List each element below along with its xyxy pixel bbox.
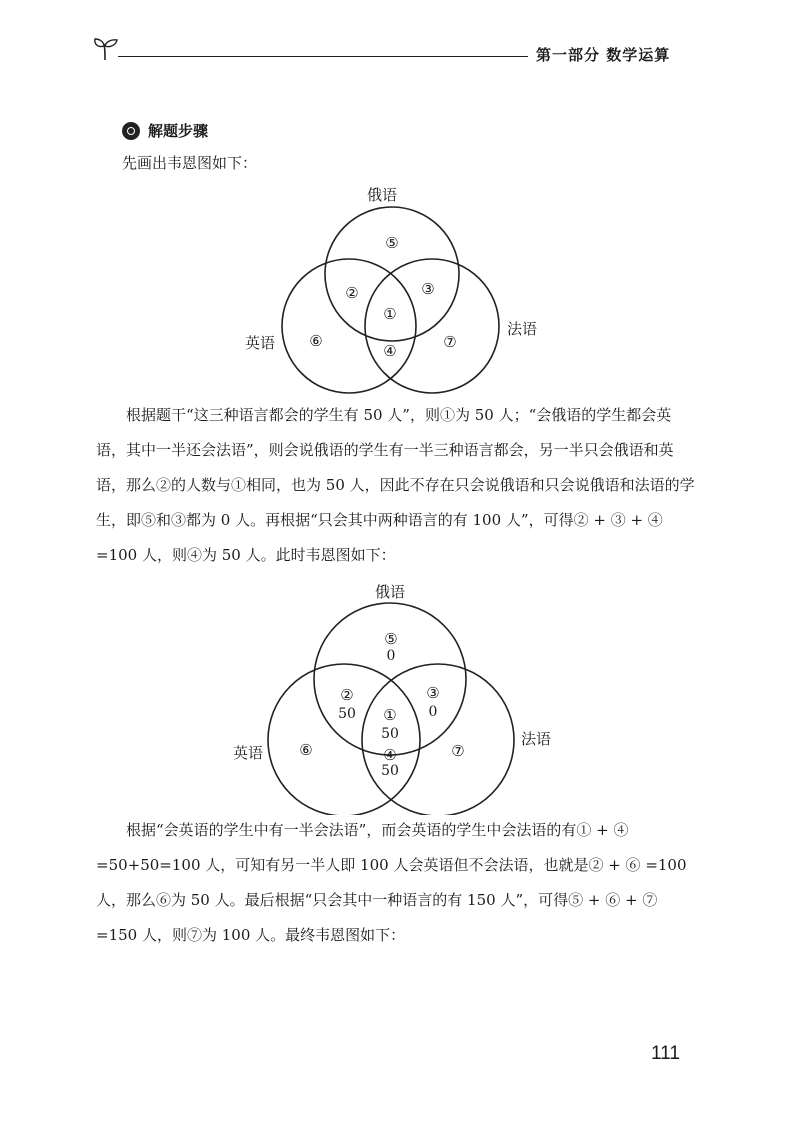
region-3: ③ bbox=[421, 280, 435, 298]
region-4-value: 50 bbox=[381, 763, 399, 779]
label-russian: 俄语 bbox=[366, 186, 398, 204]
region-2: ② bbox=[340, 686, 354, 704]
label-english: 英语 bbox=[244, 334, 276, 352]
region-2-value: 50 bbox=[338, 706, 356, 722]
region-6: ⑥ bbox=[309, 332, 323, 350]
header-title: 第一部分 数学运算 bbox=[536, 46, 671, 64]
paragraph-2: 根据“会英语的学生中有一半会法语”，而会英语的学生中会法语的有① + ④ =50+50=100 人，可知有另一半人即 100 人会英语但不会法语，也就是② + ⑥ =100 人，那么⑥为 50 人。最后根据“只会其中一种语言的有 150 人”，可得⑤ + ⑥ + ⑦ =150 人，则⑦为 100 人。最终韦恩图如下： bbox=[96, 821, 687, 944]
label-russian: 俄语 bbox=[374, 583, 406, 601]
region-2: ② bbox=[345, 284, 359, 302]
region-3-value: 0 bbox=[428, 704, 438, 720]
region-4: ④ bbox=[383, 746, 397, 764]
region-5: ⑤ bbox=[384, 630, 398, 648]
paragraph-1: 根据题干“这三种语言都会的学生有 50 人”，则①为 50 人；“会俄语的学生都会英语，其中一半还会法语”，则会说俄语的学生有一半三种语言都会，另一半只会俄语和英语，那么②的人数与①相同，也为 50 人，因此不存在只会说俄语和只会说俄语和法语的学生，即⑤和③都为 0 人。再根据“只会其中两种语言的有 100 人”，可得② + ③ + ④ =100 人，则④为 50 人。此时韦恩图如下： bbox=[96, 406, 695, 564]
section-heading bbox=[122, 120, 208, 141]
region-1-value: 50 bbox=[381, 726, 399, 742]
region-7: ⑦ bbox=[451, 742, 465, 760]
region-7: ⑦ bbox=[443, 333, 457, 351]
label-french: 法语 bbox=[520, 730, 552, 748]
pencil-badge-icon bbox=[122, 122, 140, 140]
page-number: 111 bbox=[651, 1043, 680, 1064]
section-title: 解题步骤 bbox=[148, 122, 209, 140]
intro-text: 先画出韦恩图如下： bbox=[122, 154, 258, 172]
venn-diagram-1 bbox=[230, 180, 550, 400]
region-1: ① bbox=[383, 305, 397, 323]
label-english: 英语 bbox=[232, 744, 264, 762]
region-5-value: 0 bbox=[386, 648, 396, 664]
region-5: ⑤ bbox=[385, 234, 399, 252]
region-6: ⑥ bbox=[299, 741, 313, 759]
region-1: ① bbox=[383, 706, 397, 724]
header-rule bbox=[118, 56, 528, 57]
label-french: 法语 bbox=[506, 320, 538, 338]
venn-diagram-2 bbox=[220, 575, 560, 815]
region-4: ④ bbox=[383, 342, 397, 360]
sprout-icon bbox=[92, 36, 122, 62]
region-3: ③ bbox=[426, 684, 440, 702]
